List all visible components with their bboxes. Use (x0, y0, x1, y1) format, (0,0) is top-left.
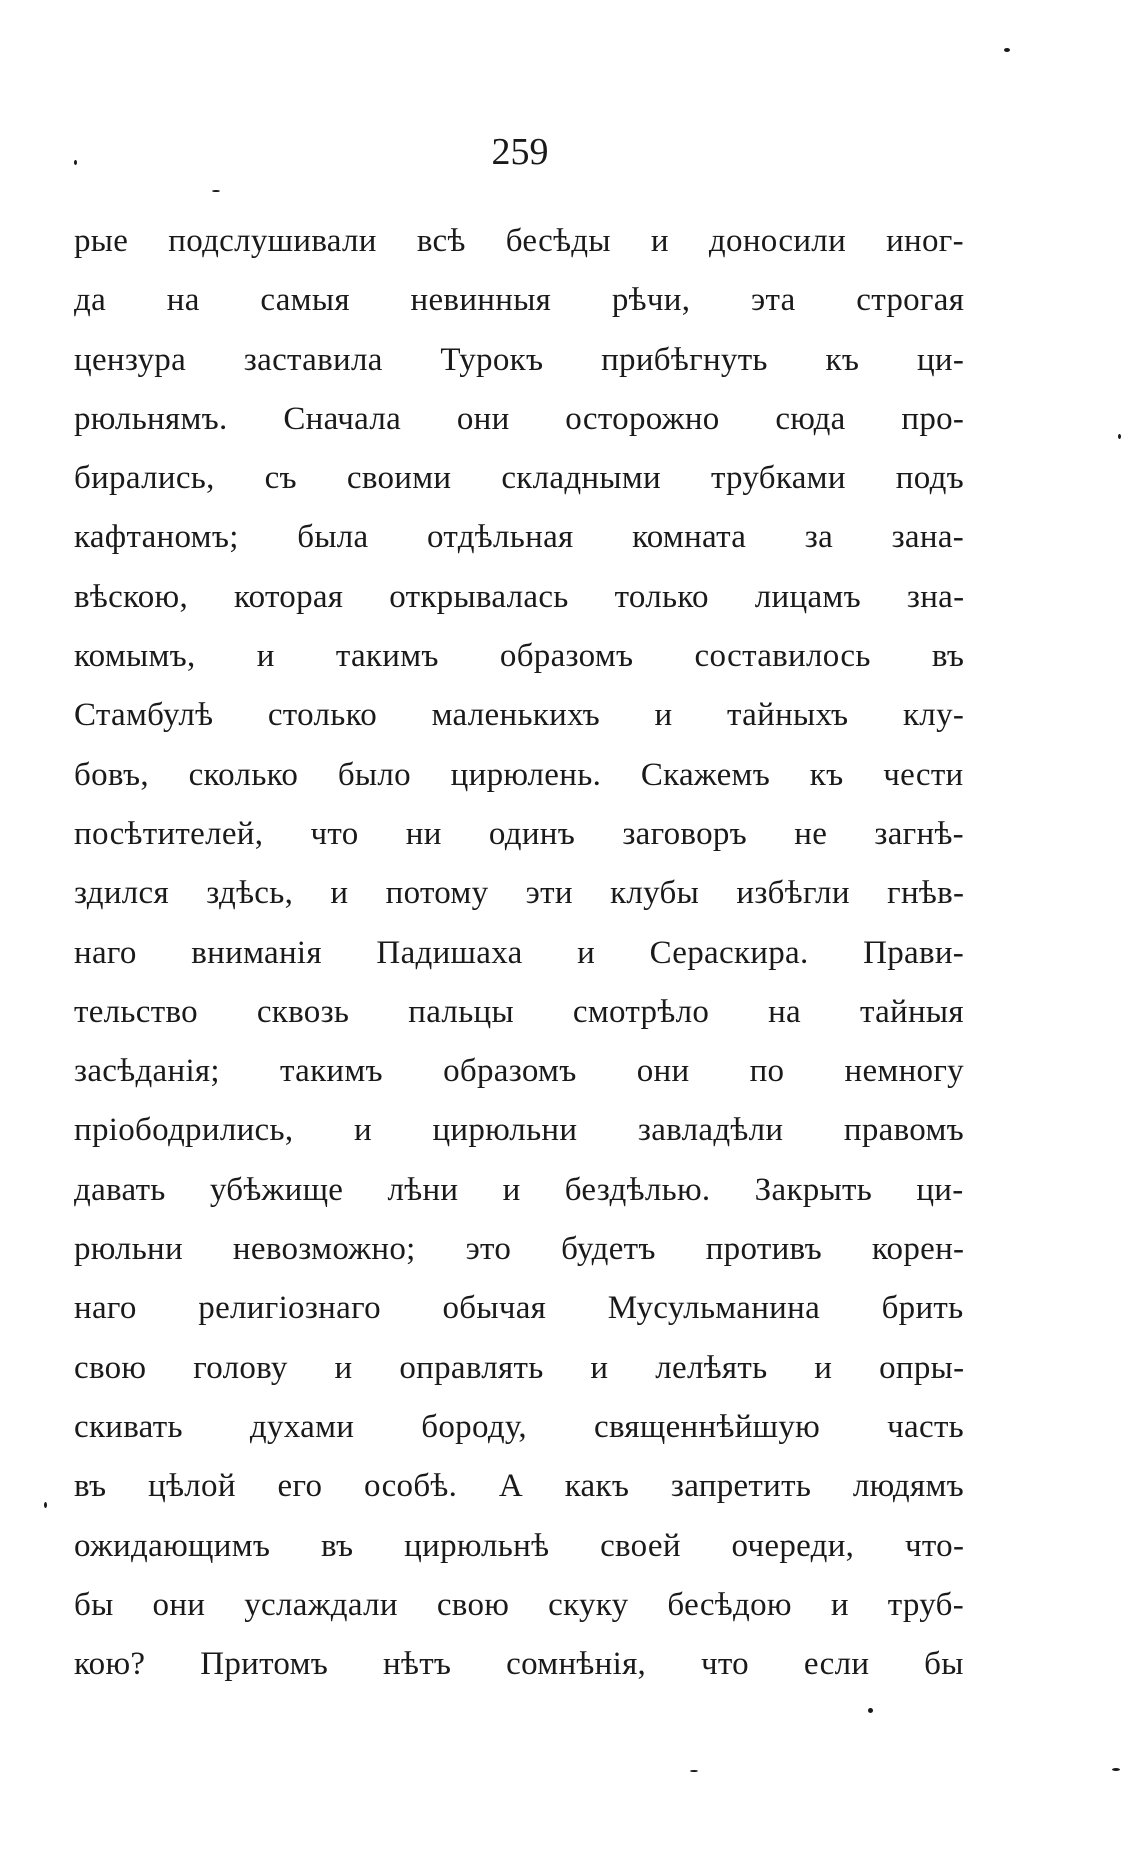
text-line: Стамбулѣ столько маленькихъ и тайныхъ клу- (74, 697, 964, 734)
text-line: бы они услаждали свою скуку бесѣдою и труб- (74, 1586, 964, 1623)
text-line: ожидающимъ въ цирюльнѣ своей очереди, что- (74, 1527, 964, 1564)
text-line: бовъ, сколько было цирюлень. Скажемъ къ чести (74, 756, 964, 793)
scan-speck (868, 1708, 873, 1713)
text-line: тельство сквозь пальцы смотрѣло на тайныя (74, 993, 964, 1030)
text-line: да на самыя невинныя рѣчи, эта строгая (74, 282, 964, 319)
text-line: наго вниманія Падишаха и Сераскира. Прави- (74, 934, 964, 971)
text-line: комымъ, и такимъ образомъ составилось въ (74, 638, 964, 675)
scan-speck (1112, 1768, 1120, 1771)
scan-speck (1118, 434, 1121, 439)
page-number: 259 (491, 131, 549, 173)
scan-speck (212, 190, 220, 192)
text-line: свою голову и оправлять и лелѣять и опры- (74, 1349, 964, 1386)
text-line: пріободрились, и цирюльни завладѣли правомъ (74, 1112, 964, 1149)
text-line: давать убѣжище лѣни и бездѣлью. Закрыть ци- (74, 1171, 964, 1208)
scan-speck (74, 160, 77, 165)
scan-speck (44, 1502, 47, 1508)
text-line: наго религіознаго обычая Мусульманина брить (74, 1290, 964, 1327)
text-line: посѣтителей, что ни одинъ заговоръ не загнѣ- (74, 815, 964, 852)
text-line: бирались, съ своими складными трубками подъ (74, 460, 964, 497)
text-line: здился здѣсь, и потому эти клубы избѣгли гнѣв- (74, 875, 964, 912)
body-text (74, 212, 964, 1694)
text-line: рюльни невозможно; это будетъ противъ корен- (74, 1231, 964, 1268)
text-line: засѣданія; такимъ образомъ они по немногу (74, 1053, 964, 1090)
text-line: скивать духами бороду, священнѣйшую часть (74, 1408, 964, 1445)
text-line: кафтаномъ; была отдѣльная комната за зана- (74, 519, 964, 556)
text-line: рюльнямъ. Сначала они осторожно сюда про- (74, 400, 964, 437)
text-line: кою? Притомъ нѣтъ сомнѣнія, что если бы (74, 1646, 964, 1683)
scan-speck (690, 1770, 698, 1772)
scan-speck (1004, 48, 1010, 52)
text-line: цензура заставила Турокъ прибѣгнуть къ ци- (74, 341, 964, 378)
text-line: вѣскою, которая открывалась только лицамъ зна- (74, 578, 964, 615)
text-line: рые подслушивали всѣ бесѣды и доносили иног- (74, 223, 964, 259)
text-line: въ цѣлой его особѣ. А какъ запретить людямъ (74, 1468, 964, 1505)
